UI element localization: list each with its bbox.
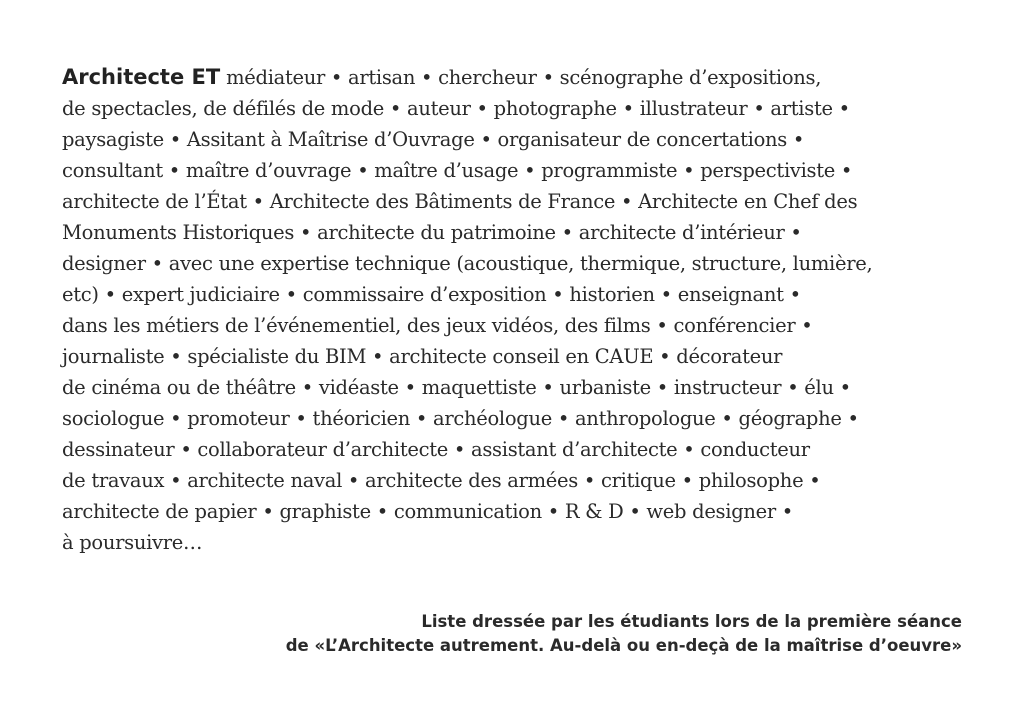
text-line-8: etc) • expert judiciaire • commissaire d’exposition • historien • enseignant • bbox=[62, 283, 801, 306]
role-list-paragraph bbox=[62, 62, 982, 558]
text-line-4: consultant • maître d’ouvrage • maître d’usage • programmiste • perspectiviste • bbox=[62, 159, 853, 182]
text-line-10: journaliste • spécialiste du BIM • architecte conseil en CAUE • décorateur bbox=[62, 345, 783, 368]
caption-line-1: Liste dressée par les étudiants lors de la première séance bbox=[421, 612, 962, 631]
text-line-9: dans les métiers de l’événementiel, des jeux vidéos, des films • conférencier • bbox=[62, 314, 813, 337]
text-line-1-rest: médiateur • artisan • chercheur • scénographe d’expositions, bbox=[220, 66, 822, 89]
lead-heading: Architecte ET bbox=[62, 65, 221, 89]
text-line-15: architecte de papier • graphiste • communication • R & D • web designer • bbox=[62, 500, 794, 523]
text-line-12: sociologue • promoteur • théoricien • archéologue • anthropologue • géographe • bbox=[62, 407, 859, 430]
text-line-14: de travaux • architecte naval • architecte des armées • critique • philosophe • bbox=[62, 469, 821, 492]
text-line-11: de cinéma ou de théâtre • vidéaste • maquettiste • urbaniste • instructeur • élu • bbox=[62, 376, 851, 399]
text-line-3: paysagiste • Assitant à Maîtrise d’Ouvrage • organisateur de concertations • bbox=[62, 128, 805, 151]
text-line-6: Monuments Historiques • architecte du patrimoine • architecte d’intérieur • bbox=[62, 221, 802, 244]
text-line-1 bbox=[62, 62, 982, 93]
caption bbox=[286, 610, 962, 658]
text-line-13: dessinateur • collaborateur d’architecte • assistant d’architecte • conducteur bbox=[62, 438, 810, 461]
caption-line-2: de «L’Architecte autrement. Au-delà ou en-deçà de la maîtrise d’oeuvre» bbox=[285, 636, 962, 655]
text-line-7: designer • avec une expertise technique (acoustique, thermique, structure, lumière, bbox=[62, 252, 873, 275]
text-line-16: à poursuivre… bbox=[62, 531, 203, 554]
text-line-5: architecte de l’État • Architecte des Bâtiments de France • Architecte en Chef des bbox=[62, 190, 858, 213]
text-line-2: de spectacles, de défilés de mode • auteur • photographe • illustrateur • artiste • bbox=[62, 97, 850, 120]
